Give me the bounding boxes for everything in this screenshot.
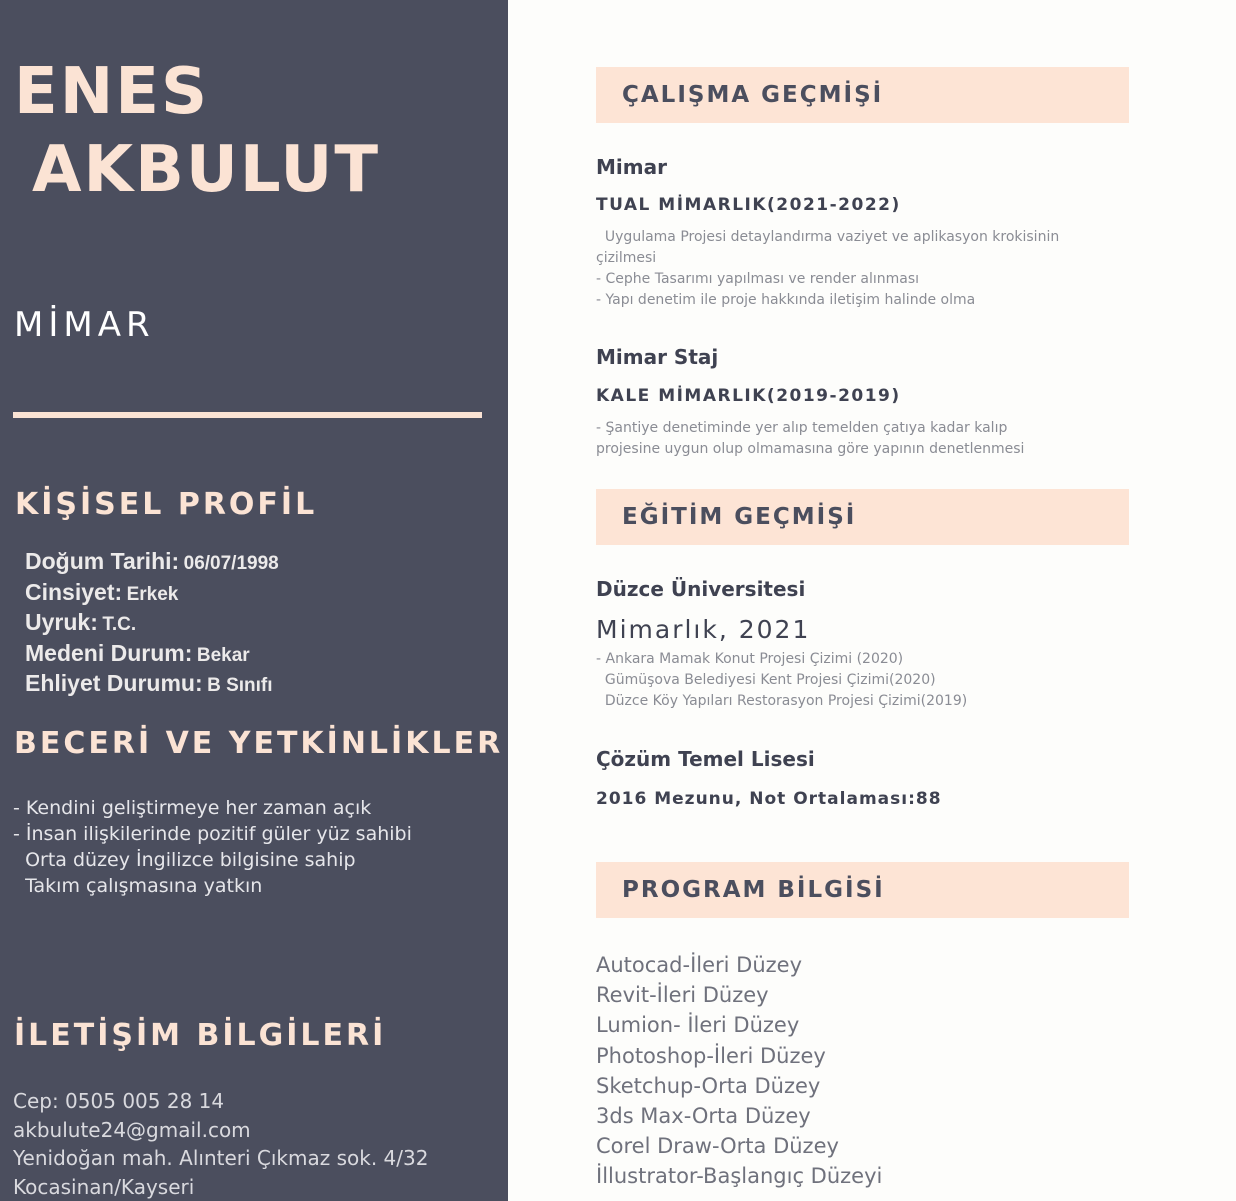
contact-info	[13, 1087, 428, 1201]
job-title: MİMAR	[14, 305, 155, 345]
work-section-header	[596, 67, 1129, 123]
first-name: ENES	[14, 55, 210, 129]
contact-phone: Cep: 0505 005 28 14	[13, 1089, 225, 1113]
programs-section-header	[596, 862, 1129, 918]
divider	[13, 412, 482, 418]
job-company: TUAL MİMARLIK(2021-2022)	[596, 195, 901, 215]
profile-row-gender	[25, 577, 279, 608]
job-description	[596, 227, 1126, 311]
contact-address-line1: Yenidoğan mah. Alınteri Çıkmaz sok. 4/32	[13, 1146, 429, 1170]
university-name: Düzce Üniversitesi	[596, 577, 806, 601]
profile-value: T.C.	[102, 614, 137, 635]
skill-item: - Kendini geliştirmeye her zaman açık	[13, 797, 372, 819]
job-description-line: - Şantiye denetiminde yer alıp temelden çatıya kadar kalıp	[596, 420, 1008, 436]
skill-item: Orta düzey İngilizce bilgisine sahip	[13, 849, 356, 871]
program-item: Photoshop-İleri Düzey	[596, 1043, 826, 1068]
profile-label: Uyruk:	[25, 609, 98, 635]
profile-value: Bekar	[196, 644, 250, 666]
program-item: Lumion- İleri Düzey	[596, 1013, 800, 1038]
profile-value: Erkek	[126, 583, 179, 605]
job-description-line: Uygulama Projesi detaylandırma vaziyet ve aplikasyon krokisinin	[596, 229, 1060, 245]
contact-heading: İLETİŞİM BİLGİLERİ	[14, 1018, 387, 1053]
profile-value: B Sınıfı	[207, 675, 273, 696]
contact-email: akbulute24@gmail.com	[13, 1117, 251, 1142]
project-line: Gümüşova Belediyesi Kent Projesi Çizimi(2020)	[596, 672, 936, 688]
profile-list	[25, 546, 279, 699]
profile-row-license	[25, 668, 279, 699]
profile-label: Ehliyet Durumu:	[25, 670, 203, 696]
project-line: - Ankara Mamak Konut Projesi Çizimi (2020)	[596, 651, 904, 667]
skills-heading: BECERİ VE YETKİNLİKLER	[14, 726, 504, 761]
education-projects	[596, 649, 1126, 712]
profile-row-marital	[25, 638, 279, 669]
profile-label: Doğum Tarihi:	[25, 548, 180, 574]
profile-label: Medeni Durum:	[25, 639, 193, 666]
education-heading: EĞİTİM GEÇMİŞİ	[622, 504, 857, 530]
program-item: Corel Draw-Orta Düzey	[596, 1134, 839, 1159]
last-name: AKBULUT	[32, 133, 380, 207]
profile-row-nationality	[25, 607, 279, 638]
education-section-header	[596, 489, 1129, 545]
contact-address-line2: Kocasinan/Kayseri	[13, 1174, 195, 1199]
programs-heading: PROGRAM BİLGİSİ	[622, 877, 885, 903]
skill-item: Takım çalışmasına yatkın	[13, 875, 263, 897]
skill-item: - İnsan ilişkilerinde pozitif güler yüz sahibi	[13, 823, 412, 845]
job-description-line: çizilmesi	[596, 250, 657, 266]
program-item: Revit-İleri Düzey	[596, 983, 769, 1008]
skills-list	[13, 795, 412, 899]
profile-label: Cinsiyet:	[25, 578, 123, 605]
highschool-info: 2016 Mezunu, Not Ortalaması:88	[596, 789, 942, 809]
job-description	[596, 418, 1126, 460]
main-content	[508, 0, 1236, 1201]
job-company: KALE MİMARLIK(2019-2019)	[596, 386, 901, 406]
profile-value: 06/07/1998	[183, 553, 279, 574]
job-role: Mimar Staj	[596, 345, 719, 369]
program-item: Sketchup-Orta Düzey	[596, 1073, 821, 1098]
profile-row-birthdate	[25, 546, 279, 577]
degree: Mimarlık, 2021	[596, 615, 811, 644]
job-description-line: - Cephe Tasarımı yapılması ve render alınması	[596, 271, 920, 287]
programs-list	[596, 950, 882, 1192]
highschool-name: Çözüm Temel Lisesi	[596, 747, 815, 771]
job-description-line: - Yapı denetim ile proje hakkında iletişim halinde olma	[596, 292, 976, 308]
program-item: İllustrator-Başlangıç Düzeyi	[596, 1164, 883, 1189]
profile-heading: KİŞİSEL PROFİL	[15, 487, 318, 522]
sidebar	[0, 0, 508, 1201]
program-item: 3ds Max-Orta Düzey	[596, 1103, 811, 1128]
job-description-line: projesine uygun olup olmamasına göre yapının denetlenmesi	[596, 441, 1025, 457]
program-item: Autocad-İleri Düzey	[596, 953, 803, 977]
job-role: Mimar	[596, 155, 667, 179]
work-heading: ÇALIŞMA GEÇMİŞİ	[622, 82, 884, 108]
project-line: Düzce Köy Yapıları Restorasyon Projesi Çizimi(2019)	[596, 693, 968, 709]
